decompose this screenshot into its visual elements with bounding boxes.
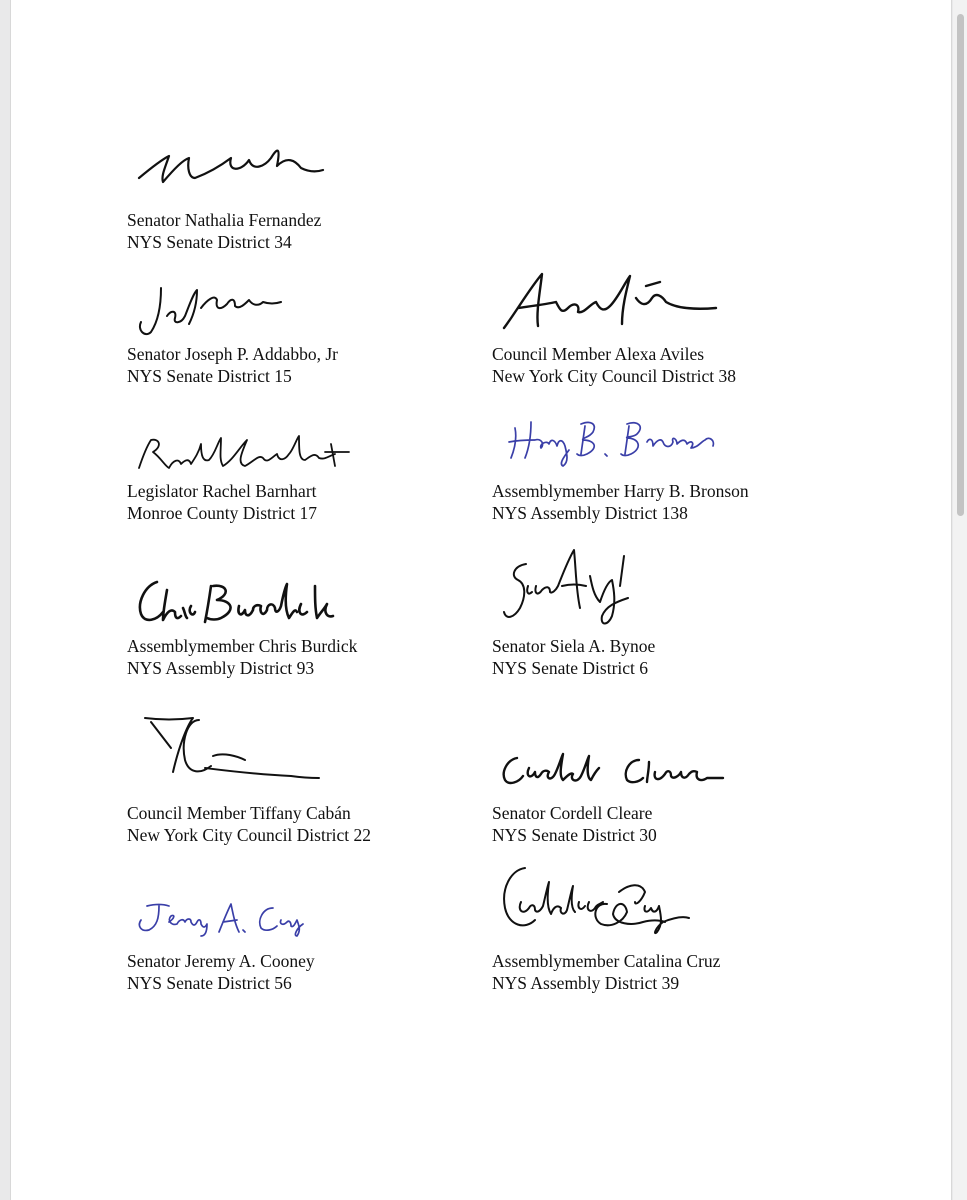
signatory-title: Assemblymember Harry B. Bronson (492, 481, 749, 501)
signatory-bronson (492, 480, 749, 524)
signatory-district: NYS Assembly District 39 (492, 973, 680, 993)
signature-fernandez (131, 138, 331, 193)
signatory-district: NYS Assembly District 93 (127, 658, 315, 678)
signatory-barnhart (127, 480, 317, 524)
signatory-district: New York City Council District 38 (492, 366, 737, 386)
signatory-title: Assemblymember Chris Burdick (127, 636, 358, 656)
signatory-caban (127, 802, 371, 846)
signatory-title: Legislator Rachel Barnhart (127, 481, 317, 501)
signatory-district: NYS Senate District 6 (492, 658, 649, 678)
signature-cooney (127, 892, 307, 942)
vertical-scrollbar[interactable] (953, 0, 967, 1200)
signature-addabbo (131, 280, 291, 340)
signatory-title: Senator Jeremy A. Cooney (127, 951, 315, 971)
document-page (10, 0, 952, 1200)
signatory-aviles (492, 343, 736, 387)
signatory-burdick (127, 635, 357, 679)
signatory-district: NYS Senate District 34 (127, 232, 292, 252)
signatory-district: Monroe County District 17 (127, 503, 318, 523)
signatory-title: Senator Siela A. Bynoe (492, 636, 656, 656)
signature-cruz (495, 862, 695, 944)
signatory-bynoe (492, 635, 655, 679)
signature-caban (141, 712, 331, 787)
signature-bynoe (496, 546, 646, 631)
signatory-cleare (492, 802, 657, 846)
signatory-cooney (127, 950, 315, 994)
signatory-title: Senator Nathalia Fernandez (127, 210, 322, 230)
signature-cleare (495, 748, 725, 793)
signatory-title: Senator Joseph P. Addabbo, Jr (127, 344, 338, 364)
signatory-addabbo (127, 343, 338, 387)
signatory-title: Council Member Tiffany Cabán (127, 803, 351, 823)
signatory-district: NYS Assembly District 138 (492, 503, 688, 523)
scrollbar-thumb[interactable] (957, 14, 964, 516)
signature-barnhart (129, 430, 359, 475)
signatory-title: Council Member Alexa Aviles (492, 344, 705, 364)
signature-aviles (496, 268, 721, 338)
signatory-district: NYS Senate District 15 (127, 366, 292, 386)
signatory-fernandez (127, 209, 321, 253)
signatory-cruz (492, 950, 720, 994)
signatory-district: NYS Senate District 56 (127, 973, 292, 993)
signature-burdick (129, 572, 339, 632)
signatory-title: Senator Cordell Cleare (492, 803, 653, 823)
signatory-district: New York City Council District 22 (127, 825, 372, 845)
signatory-district: NYS Senate District 30 (492, 825, 657, 845)
signature-bronson (501, 414, 721, 469)
signatory-title: Assemblymember Catalina Cruz (492, 951, 721, 971)
